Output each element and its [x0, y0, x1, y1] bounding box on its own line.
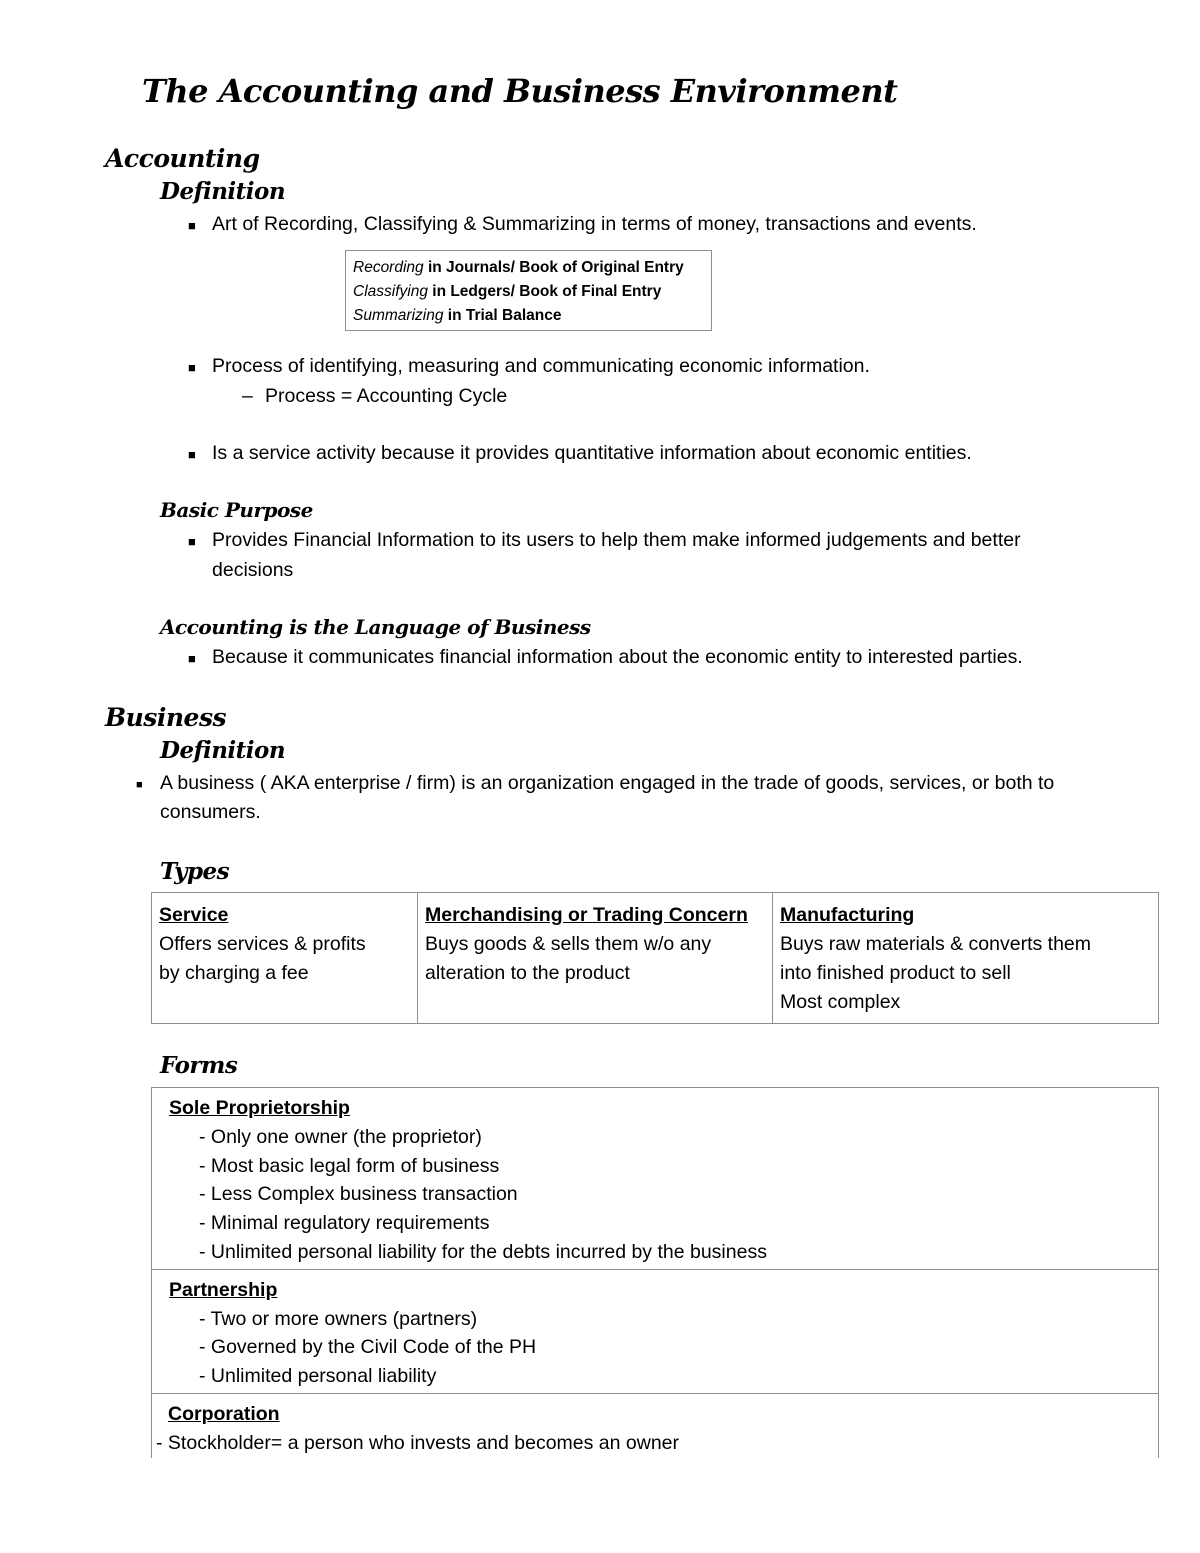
form-name: Partnership — [169, 1278, 278, 1301]
accounting-bullet-2: Process of identifying, measuring and communicating economic information. — [212, 355, 870, 377]
basic-purpose-heading: Basic Purpose — [160, 498, 313, 522]
form-item: - Unlimited personal liability for the debts incurred by the business — [199, 1240, 767, 1263]
type-desc-line: Offers services & profits — [159, 933, 366, 955]
form-item: - Governed by the Civil Code of the PH — [199, 1336, 537, 1359]
bullet-icon: ■ — [188, 534, 196, 549]
form-name: Corporation — [168, 1402, 280, 1425]
type-desc-line: Buys goods & sells them w/o any — [425, 933, 712, 955]
accounting-heading: Accounting — [105, 144, 260, 173]
bullet-icon: ■ — [136, 779, 143, 791]
business-definition-line-2: consumers. — [160, 801, 261, 823]
types-heading: Types — [160, 858, 230, 885]
type-desc-line: Most complex — [780, 991, 901, 1013]
form-name: Sole Proprietorship — [169, 1097, 350, 1119]
type-desc-line: into finished product to sell — [780, 962, 1011, 984]
business-definition-line-1: A business ( AKA enterprise / firm) is an organization engaged in the trade of goods, services, or both to — [160, 772, 1055, 794]
note-line-classifying: Classifying in Ledgers/ Book of Final Entry — [353, 283, 662, 300]
basic-purpose-line-2: decisions — [212, 559, 294, 581]
bullet-icon: ■ — [188, 360, 196, 375]
note-line-recording: Recording in Journals/ Book of Original Entry — [353, 259, 684, 276]
note-line-summarizing: Summarizing in Trial Balance — [353, 307, 562, 324]
form-item: - Minimal regulatory requirements — [199, 1212, 490, 1235]
accounting-definition-heading: Definition — [160, 178, 286, 205]
form-item: - Two or more owners (partners) — [199, 1307, 478, 1330]
language-bullet: Because it communicates financial information about the economic entity to interested parties. — [212, 646, 1023, 668]
recording-note-box — [345, 250, 712, 331]
type-cell-manufacturing — [773, 893, 1159, 1024]
form-item: - Only one owner (the proprietor) — [199, 1125, 482, 1148]
type-desc-line: alteration to the product — [425, 962, 630, 984]
business-types-table — [151, 892, 1159, 1024]
type-name: Merchandising or Trading Concern — [425, 904, 748, 926]
type-name: Manufacturing — [780, 904, 915, 926]
business-definition-heading: Definition — [160, 737, 286, 764]
document-title: The Accounting and Business Environment — [142, 72, 898, 110]
bullet-icon: ■ — [188, 218, 196, 233]
form-item: - Less Complex business transaction — [199, 1183, 518, 1206]
business-forms-box — [151, 1087, 1159, 1458]
accounting-sub-bullet: Process = Accounting Cycle — [265, 385, 508, 407]
type-cell-service — [152, 893, 418, 1024]
dash-icon: – — [242, 385, 253, 407]
form-item: - Most basic legal form of business — [199, 1154, 500, 1177]
type-name: Service — [159, 904, 229, 926]
language-of-business-heading: Accounting is the Language of Business — [160, 615, 591, 639]
bullet-icon: ■ — [188, 651, 196, 666]
business-heading: Business — [105, 703, 227, 732]
accounting-bullet-3: Is a service activity because it provides quantitative information about economic entities. — [212, 442, 972, 464]
type-desc-line: by charging a fee — [159, 962, 309, 984]
form-item: - Stockholder= a person who invests and becomes an owner — [156, 1431, 680, 1454]
basic-purpose-line-1: Provides Financial Information to its users to help them make informed judgements and better — [212, 529, 1021, 551]
form-item: - Unlimited personal liability — [199, 1365, 437, 1388]
form-sole-proprietorship — [152, 1088, 1158, 1270]
accounting-bullet-1: Art of Recording, Classifying & Summarizing in terms of money, transactions and events. — [212, 213, 977, 235]
forms-heading: Forms — [160, 1052, 238, 1079]
form-partnership — [152, 1270, 1158, 1394]
bullet-icon: ■ — [188, 447, 196, 462]
form-corporation — [152, 1394, 1158, 1458]
type-desc-line: Buys raw materials & converts them — [780, 933, 1092, 955]
type-cell-merchandising — [418, 893, 773, 1024]
